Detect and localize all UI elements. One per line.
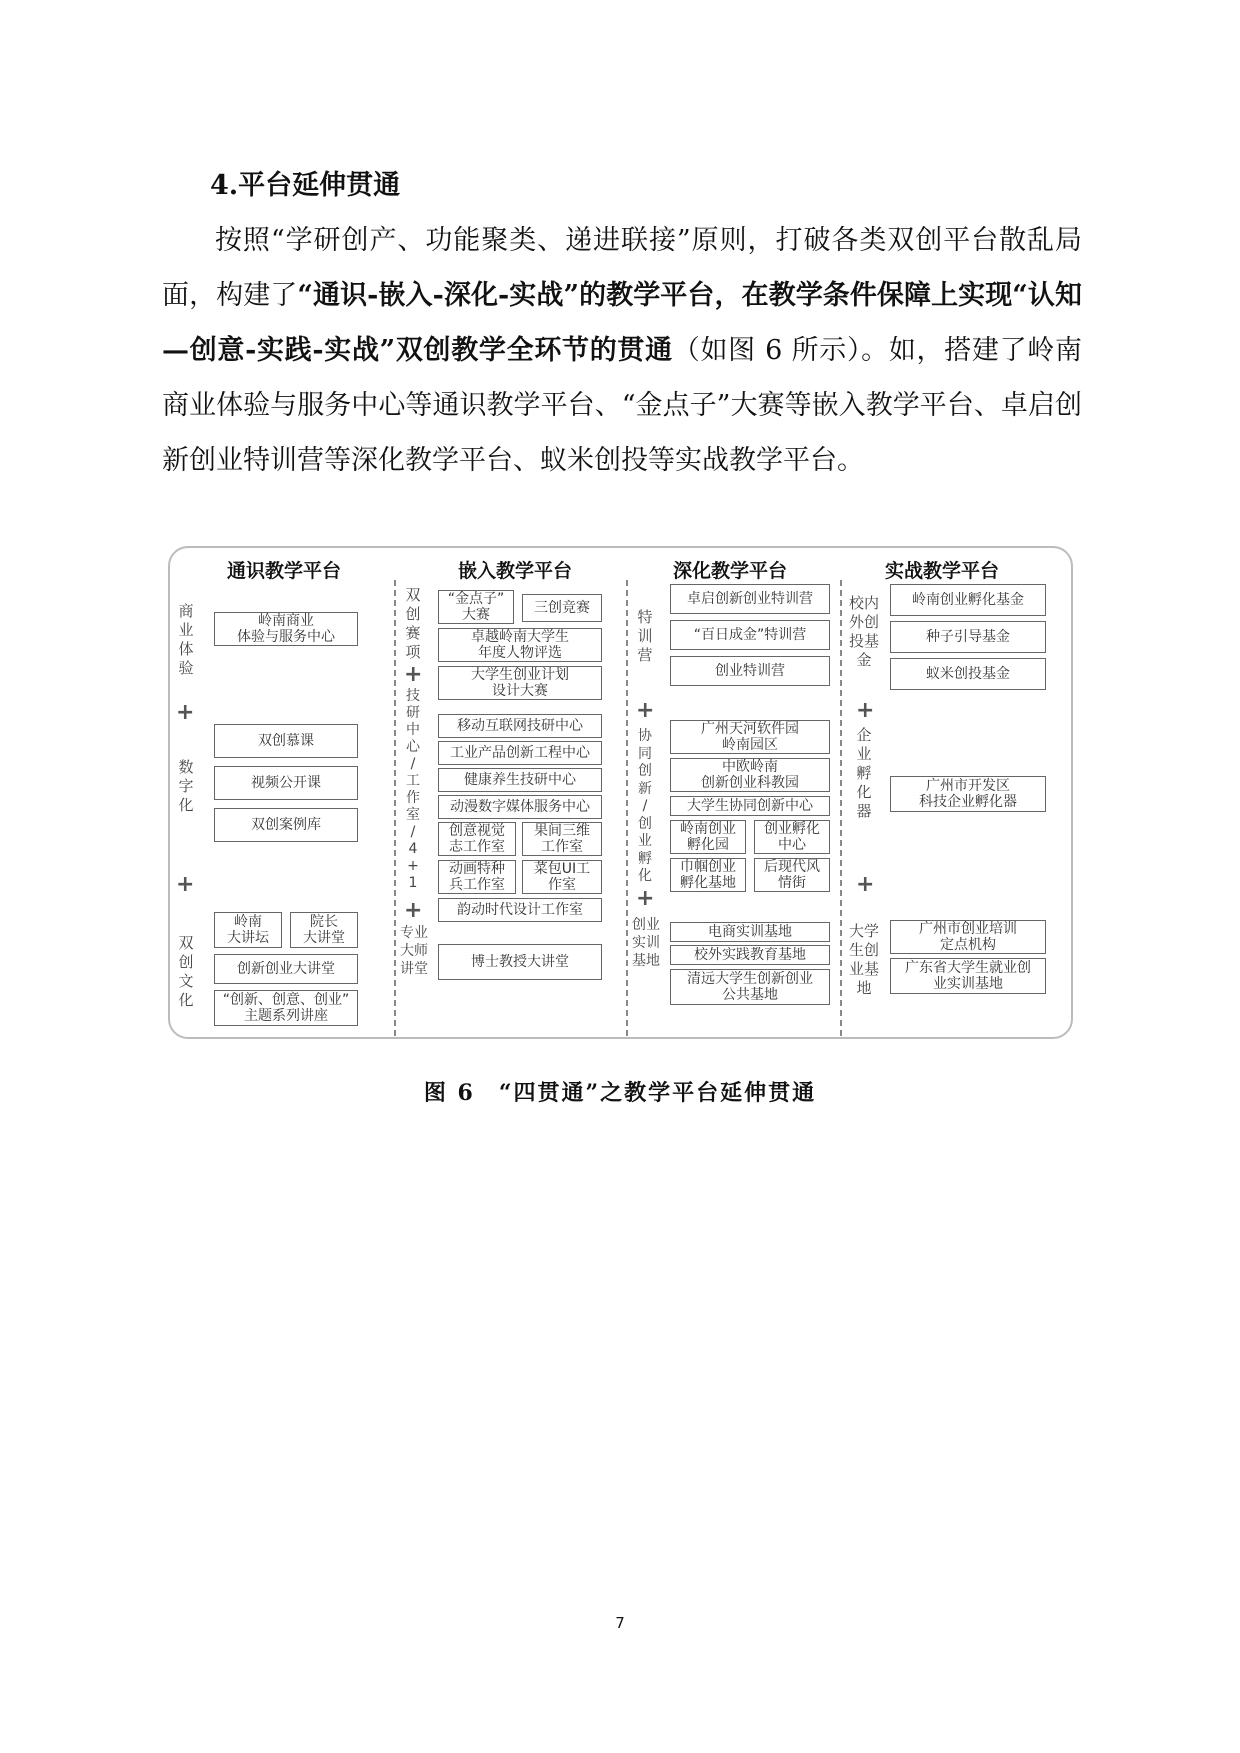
row-label-incubator: 企 业 孵 化 器 <box>856 726 872 820</box>
plus-sign: + <box>636 886 655 911</box>
platform-figure <box>168 546 1073 1039</box>
platform-box: 岭南 大讲坛 <box>214 912 282 948</box>
row-label-venture-funds: 校内 外创 投基 金 <box>848 594 879 669</box>
platform-box: 果间三维 工作室 <box>522 822 602 856</box>
platform-box: 卓启创新创业特训营 <box>670 584 830 614</box>
platform-box: 视频公开课 <box>214 766 358 800</box>
platform-box: 岭南创业孵化基金 <box>890 584 1046 616</box>
platform-box: 广东省大学生就业创 业实训基地 <box>890 958 1046 994</box>
platform-box: 双创案例库 <box>214 808 358 842</box>
platform-box: 动漫数字媒体服务中心 <box>438 795 602 819</box>
platform-box: “百日成金”特训营 <box>670 620 830 650</box>
platform-box: 种子引导基金 <box>890 621 1046 653</box>
platform-box: 蚁米创投基金 <box>890 658 1046 690</box>
platform-box: 校外实践教育基地 <box>670 945 830 965</box>
platform-box: 健康养生技研中心 <box>438 768 602 792</box>
row-label-startup-base: 大学 生创 业基 地 <box>848 922 879 997</box>
platform-box: 巾帼创业 孵化基地 <box>670 858 746 892</box>
plus-sign: + <box>176 700 195 725</box>
body-paragraph <box>162 213 1082 488</box>
row-label-business-experience: 商 业 体 验 <box>178 602 194 677</box>
plus-sign: + <box>404 662 423 687</box>
platform-box: 菜包UI工 作室 <box>522 860 602 894</box>
platform-box: “创新、创意、创业” 主题系列讲座 <box>214 990 358 1026</box>
plus-sign: + <box>856 698 875 723</box>
platform-box: 创业特训营 <box>670 656 830 686</box>
row-label-culture: 双 创 文 化 <box>178 934 194 1009</box>
column-title-practical: 实战教学平台 <box>884 560 999 582</box>
platform-box: 广州天河软件园 岭南园区 <box>670 720 830 754</box>
section-heading: 4.平台延伸贯通 <box>210 170 401 201</box>
platform-box: 创意视觉 志工作室 <box>438 822 516 856</box>
platform-box: 韵动时代设计工作室 <box>438 898 602 922</box>
platform-box: 广州市开发区 科技企业孵化器 <box>890 776 1046 812</box>
platform-box: 三创竞赛 <box>522 594 602 622</box>
plus-sign: + <box>636 698 655 723</box>
platform-box: 大学生创业计划 设计大赛 <box>438 666 602 700</box>
platform-box: “金点子” 大赛 <box>438 590 514 624</box>
row-label-training-camp: 特 训 营 <box>637 608 653 664</box>
paragraph-text-2: （如图 6 所示）。如，搭建了岭南商业体验与服务中心等通识教学平台、“金点子”大赛等嵌入教学平台、卓启创新创业特训营等深化教学平台、蚁米创投等实战教学平台。 <box>162 335 1082 476</box>
column-title-deepened: 深化教学平台 <box>672 560 787 582</box>
plus-sign: + <box>176 872 195 897</box>
paragraph-text-1: 按照“学研创产、功能聚类、递进联接”原则，打破各类双创平台散乱局面，构建了 <box>162 225 1082 311</box>
platform-box: 中欧岭南 创新创业科教园 <box>670 758 830 792</box>
platform-box: 卓越岭南大学生 年度人物评选 <box>438 628 602 662</box>
platform-box: 博士教授大讲堂 <box>438 944 602 980</box>
platform-box: 后现代风 情街 <box>754 858 830 892</box>
platform-box: 清远大学生创新创业 公共基地 <box>670 969 830 1005</box>
platform-box: 双创慕课 <box>214 724 358 758</box>
row-label-digital: 数 字 化 <box>178 758 194 814</box>
platform-box: 工业产品创新工程中心 <box>438 741 602 765</box>
row-label-practice-base: 创业 实训 基地 <box>632 917 660 969</box>
platform-box: 院长 大讲堂 <box>290 912 358 948</box>
platform-box: 大学生协同创新中心 <box>670 796 830 816</box>
column-title-embedded: 嵌入教学平台 <box>457 560 572 582</box>
platform-box: 动画特种 兵工作室 <box>438 860 516 894</box>
platform-box: 电商实训基地 <box>670 922 830 942</box>
platform-box: 创新创业大讲堂 <box>214 954 358 984</box>
plus-sign: + <box>404 898 423 923</box>
platform-box: 广州市创业培训 定点机构 <box>890 920 1046 954</box>
plus-sign: + <box>856 872 875 897</box>
platform-box: 创业孵化 中心 <box>754 820 830 854</box>
platform-box: 移动互联网技研中心 <box>438 714 602 738</box>
column-separator <box>840 580 842 1036</box>
paragraph-bold-text: “通识-嵌入-深化-实战”的教学平台，在教学条件保障上实现“认知—创意-实践-实战”双创教学全环节的贯通 <box>162 280 1082 366</box>
platform-box: 岭南商业 体验与服务中心 <box>214 612 358 646</box>
figure-caption: 图 6 “四贯通”之教学平台延伸贯通 <box>423 1080 817 1106</box>
row-label-master-lectures: 专业 大师 讲堂 <box>400 925 428 977</box>
row-label-competitions: 双 创 赛 项 <box>405 586 421 661</box>
platform-box: 岭南创业 孵化园 <box>670 820 746 854</box>
row-label-research-centers: 技 研 中 心 / 工 作 室 / 4 + 1 <box>406 688 420 891</box>
column-title-general: 通识教学平台 <box>226 560 341 582</box>
page-number: 7 <box>615 1614 625 1632</box>
row-label-incubation: 协 同 创 新 / 创 业 孵 化 <box>638 728 652 884</box>
